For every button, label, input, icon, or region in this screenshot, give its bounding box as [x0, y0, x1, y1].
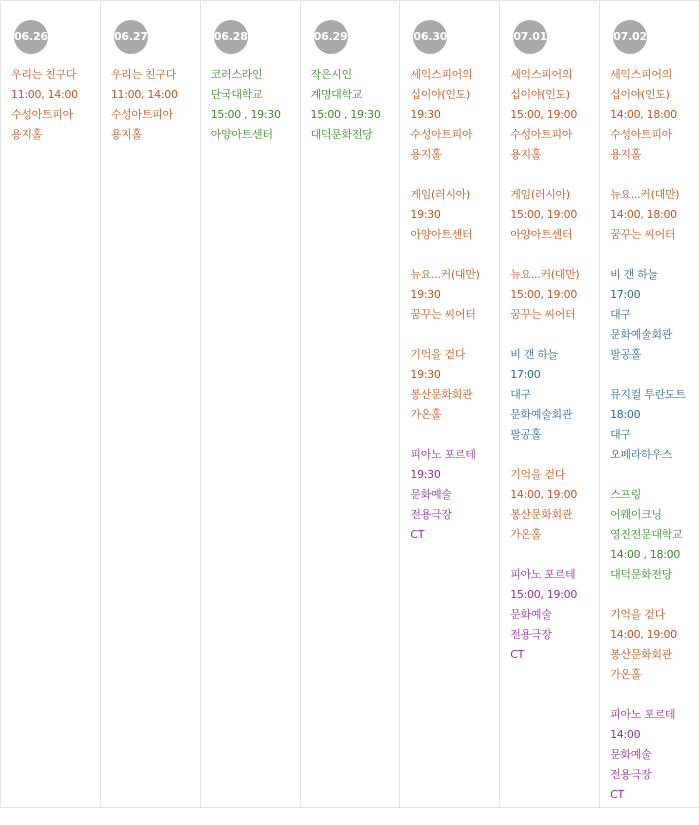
event-list [211, 65, 298, 165]
day-column [399, 1, 499, 807]
event-item[interactable] [610, 485, 697, 585]
event-detail: 14:00, 18:00 [610, 108, 677, 121]
day-column [300, 1, 400, 807]
event-item[interactable] [610, 705, 697, 805]
event-item[interactable] [510, 185, 597, 245]
event-detail: 영진전문대학교 [610, 528, 683, 541]
event-detail: 십이야(인도) [410, 88, 470, 101]
event-item[interactable] [111, 65, 198, 145]
event-title: 스프링 [610, 488, 642, 501]
event-list [11, 65, 98, 165]
event-detail: 18:00 [610, 408, 641, 421]
event-item[interactable] [610, 385, 697, 465]
event-detail: 팔공홀 [610, 348, 642, 361]
event-detail: 봉산문화회관 [510, 508, 573, 521]
event-detail: 대덕문화전당 [310, 128, 373, 141]
event-detail: 용지홀 [510, 148, 542, 161]
event-list [510, 65, 597, 685]
event-item[interactable] [510, 565, 597, 665]
event-detail: 문화예술 [410, 488, 452, 501]
event-title: 비 갠 하늘 [610, 268, 658, 281]
event-title: 우리는 친구다 [11, 68, 77, 81]
event-title: 세익스피어의 [510, 68, 573, 81]
event-detail: 15:00, 19:00 [510, 288, 578, 301]
event-detail: 대구 [510, 388, 531, 401]
event-title: 뉴요...커(대만) [410, 268, 480, 281]
event-detail: 19:30 [410, 208, 441, 221]
event-detail: 용지홀 [110, 128, 142, 141]
event-detail: 십이야(인도) [610, 88, 670, 101]
event-detail: 전용극장 [610, 768, 652, 781]
event-detail: 11:00, 14:00 [11, 88, 78, 101]
event-title: 코러스라인 [210, 68, 263, 81]
event-detail: 계명대학교 [310, 88, 363, 101]
date-badge: 06.28 [214, 20, 248, 54]
event-detail: 어웨이크닝 [610, 508, 662, 521]
event-detail: 15:00, 19:00 [510, 108, 578, 121]
event-item[interactable] [610, 265, 697, 365]
event-detail: 14:00, 19:00 [510, 488, 578, 501]
event-title: 비 갠 하늘 [510, 348, 558, 361]
event-detail: 수성아트피아 [610, 128, 673, 141]
event-detail: 14:00, 18:00 [610, 208, 677, 221]
event-detail: 수성아트피아 [410, 128, 473, 141]
event-detail: 꿈꾸는 씨어터 [610, 228, 676, 241]
date-badge: 06.30 [413, 20, 447, 54]
event-detail: 봉산문화회관 [410, 388, 473, 401]
bottom-divider [0, 807, 699, 808]
day-column [499, 1, 599, 807]
event-title: 세익스피어의 [410, 68, 473, 81]
event-list [311, 65, 398, 165]
event-detail: 17:00 [610, 288, 641, 301]
event-detail: 11:00, 14:00 [110, 88, 178, 101]
event-item[interactable] [510, 265, 597, 325]
event-item[interactable] [410, 445, 497, 545]
event-item[interactable] [311, 65, 398, 145]
event-detail: CT [410, 528, 425, 541]
event-detail: 수성아트피아 [110, 108, 173, 121]
event-list [410, 65, 497, 565]
date-badge: 07.02 [613, 20, 647, 54]
event-title: 기억을 걷다 [610, 608, 665, 621]
event-detail: 용지홀 [410, 148, 442, 161]
event-item[interactable] [410, 185, 497, 245]
event-detail: 15:00 , 19:30 [210, 108, 281, 121]
event-detail: 단국대학교 [210, 88, 263, 101]
event-detail: 아양아트센터 [210, 128, 273, 141]
day-column [0, 1, 100, 807]
event-title: 피아노 포르테 [510, 568, 576, 581]
event-item[interactable] [410, 65, 497, 165]
event-item[interactable] [11, 65, 98, 145]
event-detail: 십이야(인도) [510, 88, 570, 101]
event-title: 세익스피어의 [610, 68, 673, 81]
event-item[interactable] [610, 185, 697, 245]
date-badge: 07.01 [513, 20, 547, 54]
event-item[interactable] [510, 465, 597, 545]
event-item[interactable] [610, 605, 697, 685]
event-detail: 용지홀 [11, 128, 42, 141]
event-item[interactable] [510, 65, 597, 165]
event-detail: 19:30 [410, 108, 441, 121]
event-detail: 대구 [610, 308, 631, 321]
event-detail: 가온홀 [410, 408, 442, 421]
event-detail: 오페라하우스 [610, 448, 673, 461]
event-detail: 14:00 , 18:00 [610, 548, 681, 561]
event-detail: 17:00 [510, 368, 541, 381]
event-detail: 전용극장 [410, 508, 452, 521]
event-detail: 14:00 [610, 728, 641, 741]
event-detail: 대덕문화전당 [610, 568, 673, 581]
event-detail: CT [510, 648, 525, 661]
event-detail: 19:30 [410, 368, 441, 381]
event-item[interactable] [410, 265, 497, 325]
event-detail: CT [610, 788, 624, 801]
event-item[interactable] [211, 65, 298, 145]
event-detail: 문화예술 [510, 608, 552, 621]
event-detail: 아양아트센터 [410, 228, 473, 241]
event-detail: 가온홀 [510, 528, 542, 541]
event-list [111, 65, 198, 165]
event-title: 뉴요...커(대만) [510, 268, 580, 281]
event-detail: 19:30 [410, 288, 441, 301]
event-detail: 문화예술회관 [510, 408, 573, 421]
event-title: 뉴요...커(대만) [610, 188, 680, 201]
date-badge: 06.26 [14, 20, 48, 54]
event-detail: 수성아트피아 [510, 128, 573, 141]
day-column [200, 1, 300, 807]
event-detail: 문화예술 [610, 748, 652, 761]
event-list [610, 65, 697, 825]
event-detail: 문화예술회관 [610, 328, 673, 341]
event-detail: 14:00, 19:00 [610, 628, 677, 641]
event-item[interactable] [610, 65, 697, 165]
event-detail: 가온홀 [610, 668, 642, 681]
event-detail: 꿈꾸는 씨어터 [510, 308, 576, 321]
event-item[interactable] [510, 345, 597, 445]
event-title: 기억을 걷다 [510, 468, 566, 481]
event-detail: 봉산문화회관 [610, 648, 673, 661]
event-detail: 15:00, 19:00 [510, 588, 578, 601]
event-detail: 팔공홀 [510, 428, 542, 441]
event-title: 피아노 포르테 [410, 448, 476, 461]
event-title: 게임(러시아) [510, 188, 570, 201]
day-column [599, 1, 699, 807]
date-badge: 06.27 [114, 20, 148, 54]
event-detail: 전용극장 [510, 628, 552, 641]
event-title: 피아노 포르테 [610, 708, 676, 721]
event-title: 게임(러시아) [410, 188, 470, 201]
date-badge: 06.29 [314, 20, 348, 54]
event-item[interactable] [410, 345, 497, 425]
event-detail: 대구 [610, 428, 631, 441]
event-detail: 15:00 , 19:30 [310, 108, 381, 121]
event-detail: 19:30 [410, 468, 441, 481]
day-column [100, 1, 200, 807]
event-detail: 용지홀 [610, 148, 642, 161]
event-title: 우리는 친구다 [110, 68, 176, 81]
event-detail: 15:00, 19:00 [510, 208, 578, 221]
event-detail: 꿈꾸는 씨어터 [410, 308, 476, 321]
event-detail: 수성아트피아 [11, 108, 73, 121]
event-title: 기억을 걷다 [410, 348, 466, 361]
event-detail: 아양아트센터 [510, 228, 573, 241]
event-title: 뮤지컬 투란도트 [610, 388, 686, 401]
event-title: 작은시인 [310, 68, 352, 81]
